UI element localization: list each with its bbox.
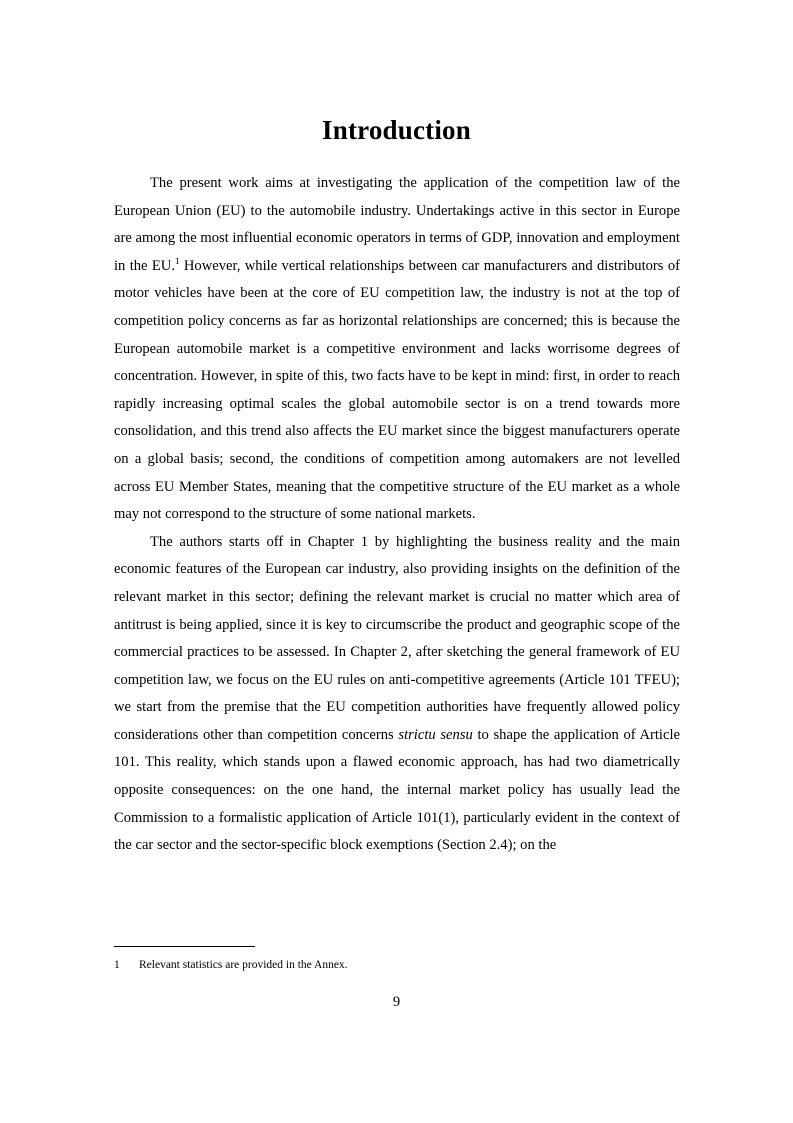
paragraph-1-continuation: However, while vertical relationships between car manufacturers and distributors of motor vehicles have been at the core of EU competition law, the industry is not at the top of competition policy concerns as far as horizontal relationships are concerned; this is because the European automobile market is a competitive environment and lacks worrisome degrees of concentration. However, in spite of this, two facts have to be kept in mind: first, in order to reach rapidly increasing optimal scales the global automobile sector is on a trend towards more consolidation, and this trend also affects the EU market since the biggest manufacturers operate on a global basis; second, the conditions of competition among automakers are not levelled across EU Member States, meaning that the competitive structure of the EU market as a whole may not correspond to the structure of some national markets. bbox=[114, 257, 680, 523]
paragraph-1 bbox=[114, 170, 680, 529]
page-title: Introduction bbox=[322, 115, 471, 145]
paragraph-2-continuation: to shape the application of Article 101. This reality, which stands upon a flawed economic approach, has had two diametrically opposite consequences: on the one hand, the internal market policy has usually lead the Commission to a formalistic application of Article 101(1), particularly evident in the context of the car sector and the sector-specific block exemptions (Section 2.4); on the bbox=[114, 726, 680, 854]
paragraph-2-text: The authors starts off in Chapter 1 by highlighting the business reality and the main economic features of the European car industry, also providing insights on the definition of the relevant market in this sector; defining the relevant market is crucial no matter which area of antitrust is being applied, since it is key to circumscribe the product and geographic scope of the commercial practices to be assessed. In Chapter 2, after sketching the general framework of EU competition law, we focus on the EU rules on anti-competitive agreements (Article 101 TFEU); we start from the premise that the EU competition authorities have frequently allowed policy considerations other than competition concerns bbox=[114, 533, 680, 743]
paragraph-2 bbox=[114, 529, 680, 860]
paragraph-1-text: The present work aims at investigating the application of the competition law of the European Union (EU) to the automobile industry. Undertakings active in this sector in Europe are among the most influential economic operators in terms of GDP, innovation and employment in the EU. bbox=[114, 175, 680, 274]
footnote-text: Relevant statistics are provided in the Annex. bbox=[139, 959, 348, 971]
footnote-divider bbox=[114, 946, 255, 947]
page-number: 9 bbox=[392, 994, 401, 1010]
italic-term: strictu sensu bbox=[398, 726, 473, 743]
body-text bbox=[114, 170, 680, 860]
footnote-reference[interactable]: 1 bbox=[175, 255, 180, 266]
footnote bbox=[114, 957, 680, 973]
footnote-number: 1 bbox=[114, 959, 120, 971]
